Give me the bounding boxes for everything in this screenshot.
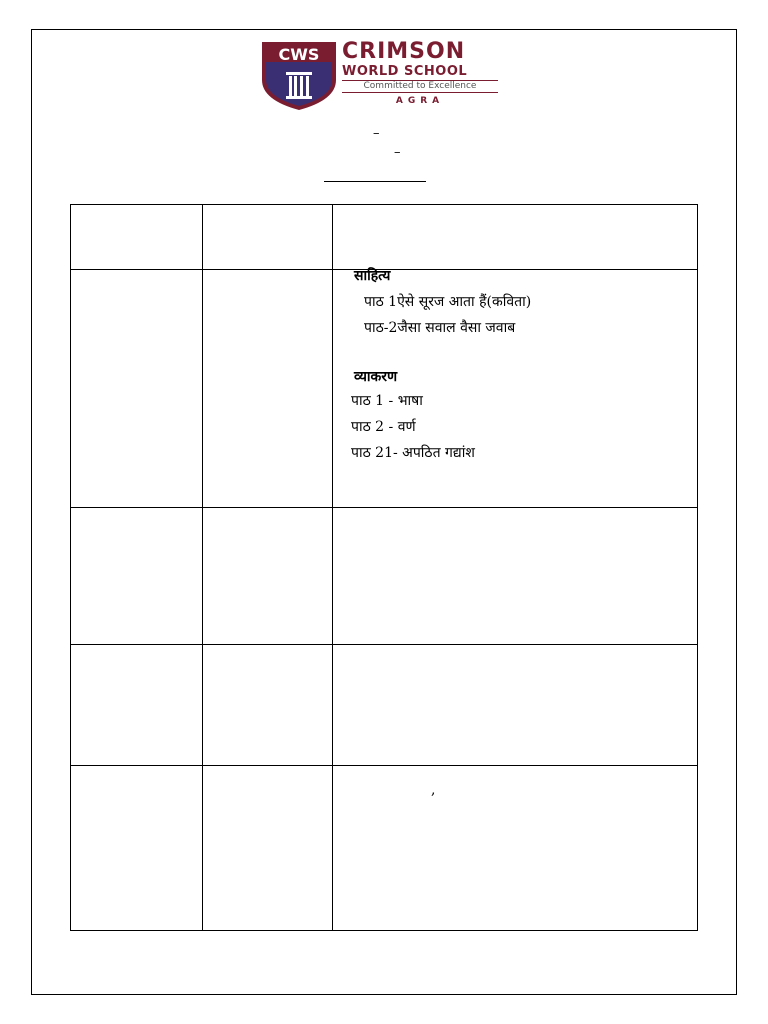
column-divider [332,205,333,930]
logo-abbrev: CWS [278,45,320,64]
header-dash-1: – [373,126,380,141]
row-divider [71,765,697,766]
grammar-item: पाठ 2 - वर्ण [351,419,416,435]
grammar-heading: व्याकरण [354,369,398,385]
brand-block [342,40,512,106]
brand-name: CRIMSON [342,39,466,64]
title-underline [324,181,426,182]
header-dash-2: – [394,145,401,160]
literature-heading: साहित्य [354,268,391,284]
tagline: Committed to Excellence [342,80,498,93]
column-divider [202,205,203,930]
brand-subname: WORLD SCHOOL [342,64,468,79]
literature-item: पाठ-2जैसा सवाल वैसा जवाब [364,320,516,336]
grammar-item: पाठ 21- अपठित गद्यांश [351,445,475,461]
city: AGRA [395,96,445,106]
syllabus-table [70,204,698,931]
grammar-item: पाठ 1 - भाषा [351,393,423,409]
literature-item: पाठ 1ऐसे सूरज आता हैं(कविता) [364,294,532,310]
row-divider [71,644,697,645]
row5-comma: , [431,782,436,798]
row-divider [71,507,697,508]
